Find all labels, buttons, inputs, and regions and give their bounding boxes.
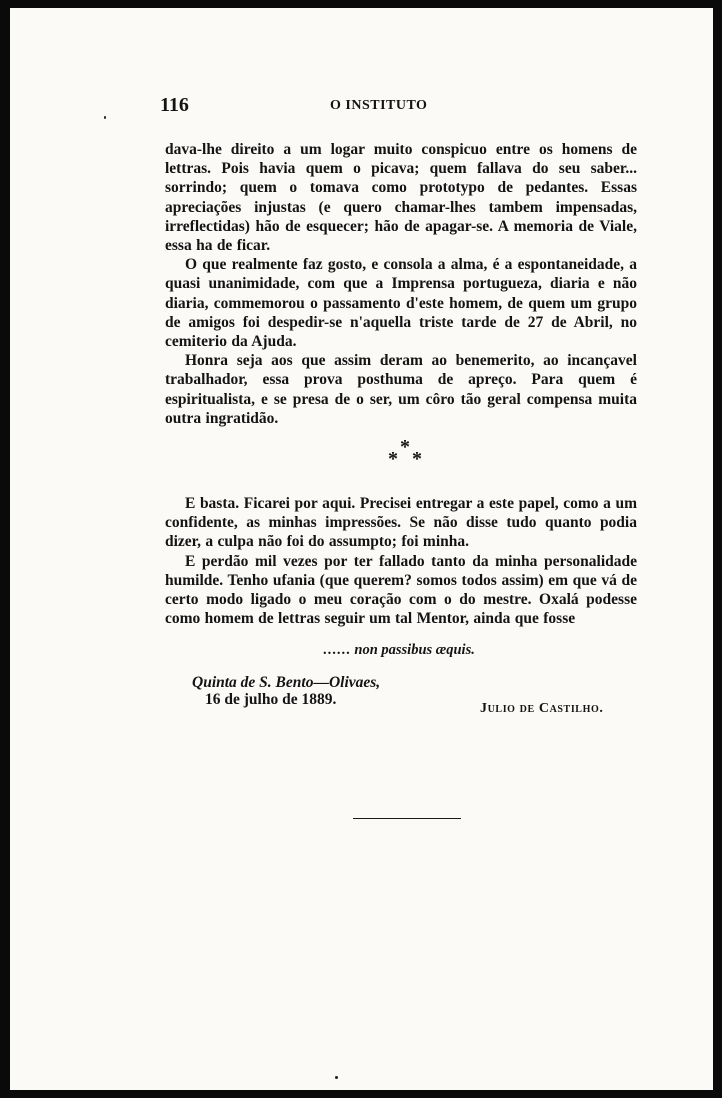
running-header-title: O INSTITUTO <box>330 98 428 113</box>
asterisk: * <box>412 448 422 470</box>
asterisk: * <box>388 448 398 470</box>
quote-text: non passibus æquis. <box>354 642 475 658</box>
paragraph: O que realmente faz gosto, e consola a alma, é a espontaneidade, a quasi unanimidade, com que a Imprensa portugueza, diaria e não diaria, commemorou o passamento d'este homem, de quem um grupo de amigos foi despedir-se n'aquella triste tarde de 27 de Abril, no cemiterio da Ajuda. <box>165 256 637 351</box>
quote-ellipsis: ...... <box>323 642 351 658</box>
signature-place: Quinta de S. Bento—Olivaes, <box>192 674 381 691</box>
page-number: 116 <box>160 94 189 116</box>
signature-author: Julio de Castilho. <box>480 701 604 716</box>
paragraph: dava-lhe direito a um logar muito conspicuo entre os homens de lettras. Pois havia quem o picava; quem fallava do seu saber... sorrindo; quem o tomava como prototypo de pedantes. Essas apreciações injustas (e quero chamar-lhes tambem impensadas, irreflectidas) hão de esquecer; hão de apagar-se. A memoria de Viale, essa ha de ficar. <box>165 141 637 255</box>
paper-speck <box>104 116 106 119</box>
paragraph: Honra seja aos que assim deram ao benemerito, ao incançavel trabalhador, essa prova posthuma de apreço. Para quem é espiritualista, e se presa de o ser, um côro tão geral compensa muita outra ingratidão. <box>165 352 637 427</box>
paragraph: E perdão mil vezes por ter fallado tanto da minha personalidade humilde. Tenho ufania (que querem? somos todos assim) em que vá de certo modo ligado o meu coração com o do mestre. Oxalá podesse como homem de lettras seguir um tal Mentor, ainda que fosse <box>165 552 637 628</box>
closing-rule <box>353 818 461 819</box>
asterism-separator <box>386 436 442 468</box>
body-text-top <box>165 140 637 428</box>
latin-quote <box>323 642 475 659</box>
paper-speck <box>335 1076 338 1079</box>
body-text-bottom <box>165 494 637 628</box>
signature-date: 16 de julho de 1889. <box>205 691 337 708</box>
asterisk: * <box>400 436 410 458</box>
paragraph: E basta. Ficarei por aqui. Precisei entregar a este papel, como a um confidente, as minhas impressões. Se não disse tudo quanto podia dizer, a culpa não foi do assumpto; foi minha. <box>165 495 637 551</box>
document-page <box>10 8 713 1090</box>
